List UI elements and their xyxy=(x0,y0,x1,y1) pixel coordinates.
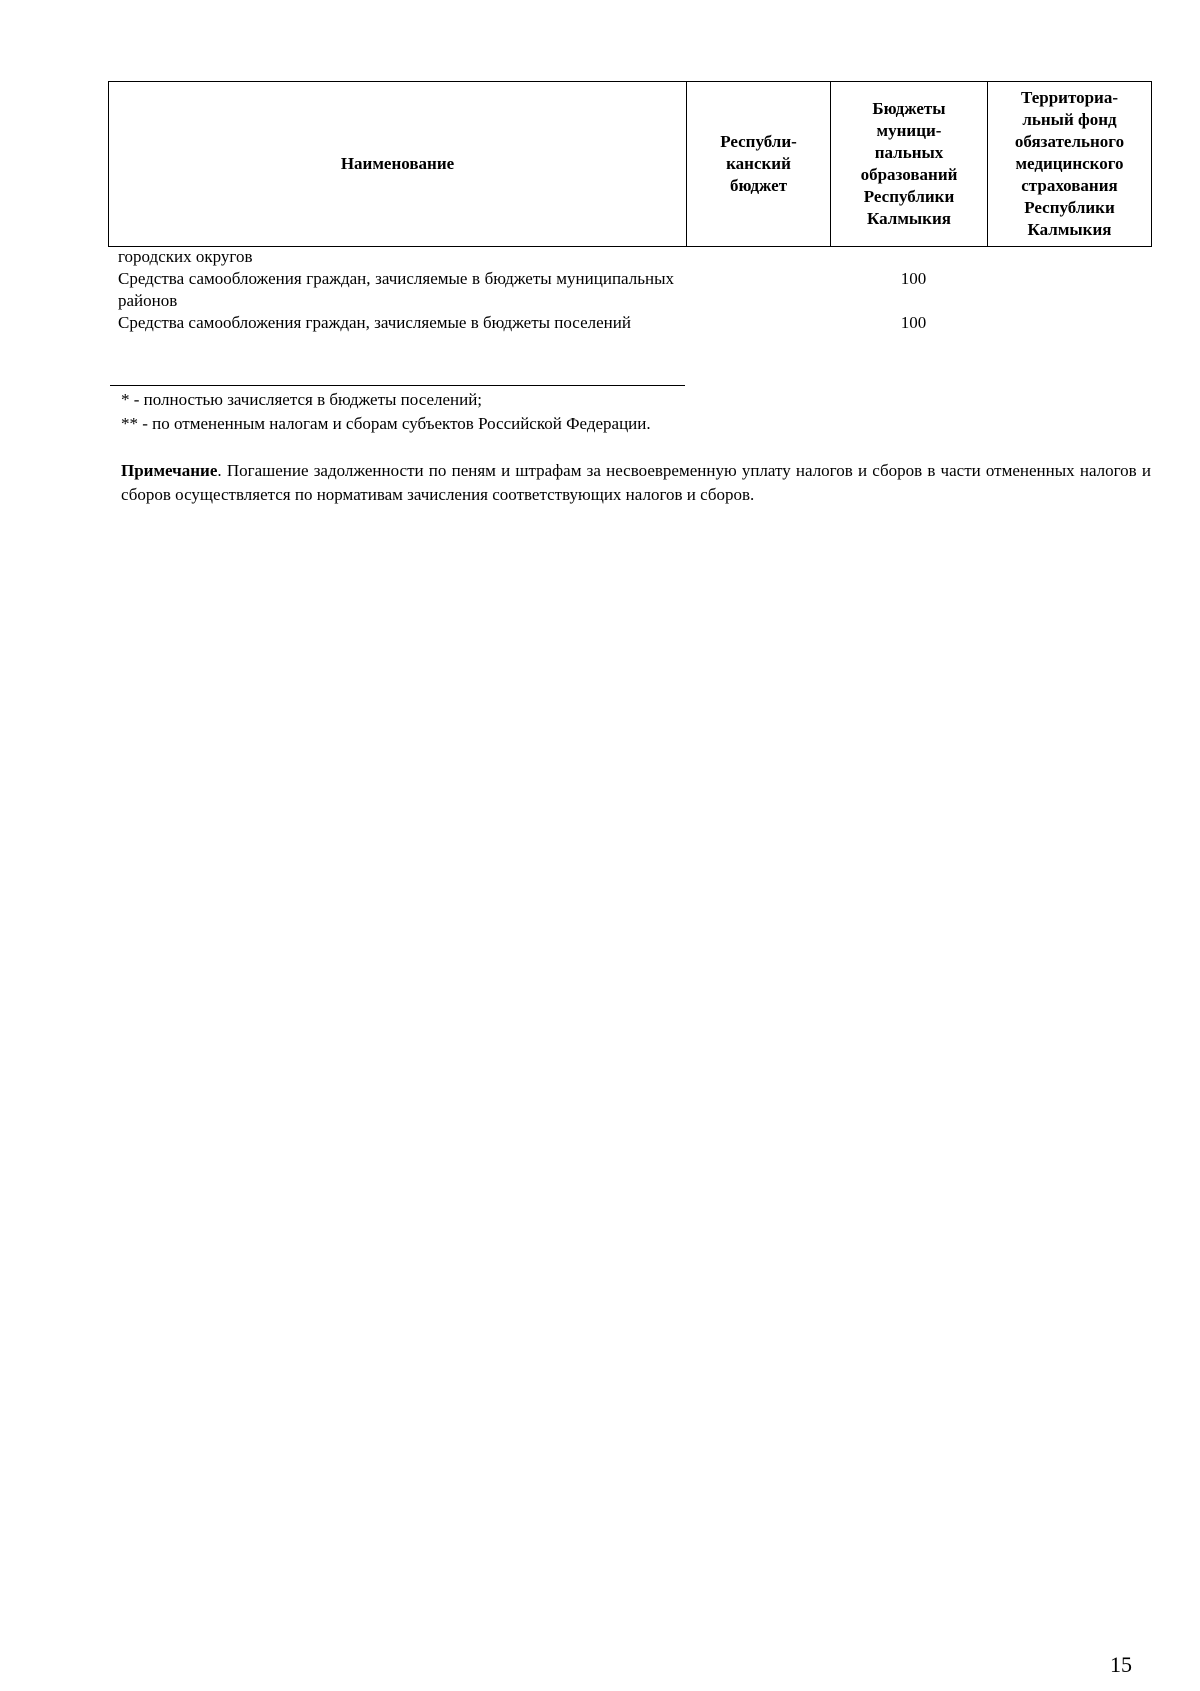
row-municipal-value: 100 xyxy=(900,269,927,288)
row-name: городских округов xyxy=(118,247,253,266)
header-tfoms-line-5: страхования xyxy=(1021,176,1118,195)
row-republican-value xyxy=(674,312,840,334)
header-tfoms-line-1: Территориа- xyxy=(1021,88,1118,107)
row-republican-value xyxy=(674,246,840,268)
header-tfoms-line-3: обязательного xyxy=(1014,132,1125,151)
header-municipal-line-5: Республики xyxy=(863,187,955,206)
header-municipal-line-1: Бюджеты xyxy=(872,99,946,118)
header-tfoms xyxy=(988,82,1152,247)
row-tfoms-value xyxy=(987,246,1151,268)
header-republican-line-2: канский xyxy=(726,154,791,173)
header-name xyxy=(109,82,687,247)
row-tfoms-value xyxy=(987,312,1151,334)
row-republican-value xyxy=(674,268,840,312)
header-tfoms-line-4: медицинского xyxy=(1015,154,1124,173)
row-name: Средства самообложения граждан, зачисляемые в бюджеты муниципальных районов xyxy=(118,269,674,310)
row-municipal-value xyxy=(840,246,987,268)
table-row xyxy=(118,268,1151,312)
revenue-distribution-table-body xyxy=(118,246,1151,334)
header-municipal-line-3: пальных xyxy=(874,143,944,162)
row-tfoms-value xyxy=(987,268,1151,312)
header-municipal-budgets xyxy=(831,82,988,247)
header-municipal-line-6: Калмыкия xyxy=(867,209,951,228)
table-row xyxy=(118,312,1151,334)
header-republican-line-1: Республи- xyxy=(720,132,797,151)
header-municipal-line-4: образований xyxy=(860,165,958,184)
header-municipal-line-2: муници- xyxy=(876,121,942,140)
header-tfoms-line-2: льный фонд xyxy=(1022,110,1117,129)
revenue-distribution-table-header xyxy=(108,81,1152,247)
row-name: Средства самообложения граждан, зачисляемые в бюджеты поселений xyxy=(118,313,631,332)
row-municipal-value: 100 xyxy=(900,313,927,332)
table-header-row xyxy=(109,82,1152,247)
note-label: Примечание xyxy=(121,461,218,480)
table-row xyxy=(118,246,1151,268)
footnote-single-asterisk: * - полностью зачисляется в бюджеты поселений; xyxy=(121,390,483,409)
header-republican-line-3: бюджет xyxy=(729,176,788,195)
footnotes xyxy=(121,388,1021,436)
note-paragraph xyxy=(121,459,1151,507)
page-number: 15 xyxy=(1110,1652,1132,1677)
header-republican-budget xyxy=(687,82,831,247)
footnote-divider xyxy=(110,385,685,386)
header-tfoms-line-7: Калмыкия xyxy=(1027,220,1112,239)
footnote-double-asterisk: ** - по отмененным налогам и сборам субъектов Российской Федерации. xyxy=(121,414,651,433)
header-name-label: Наименование xyxy=(340,154,455,173)
header-tfoms-line-6: Республики xyxy=(1024,198,1115,217)
note-text: . Погашение задолженности по пеням и штрафам за несвоевременную уплату налогов и сборов в части отмененных налогов и сборов осуществляется по нормативам зачисления соответствующих налогов и сборов. xyxy=(121,461,1151,504)
